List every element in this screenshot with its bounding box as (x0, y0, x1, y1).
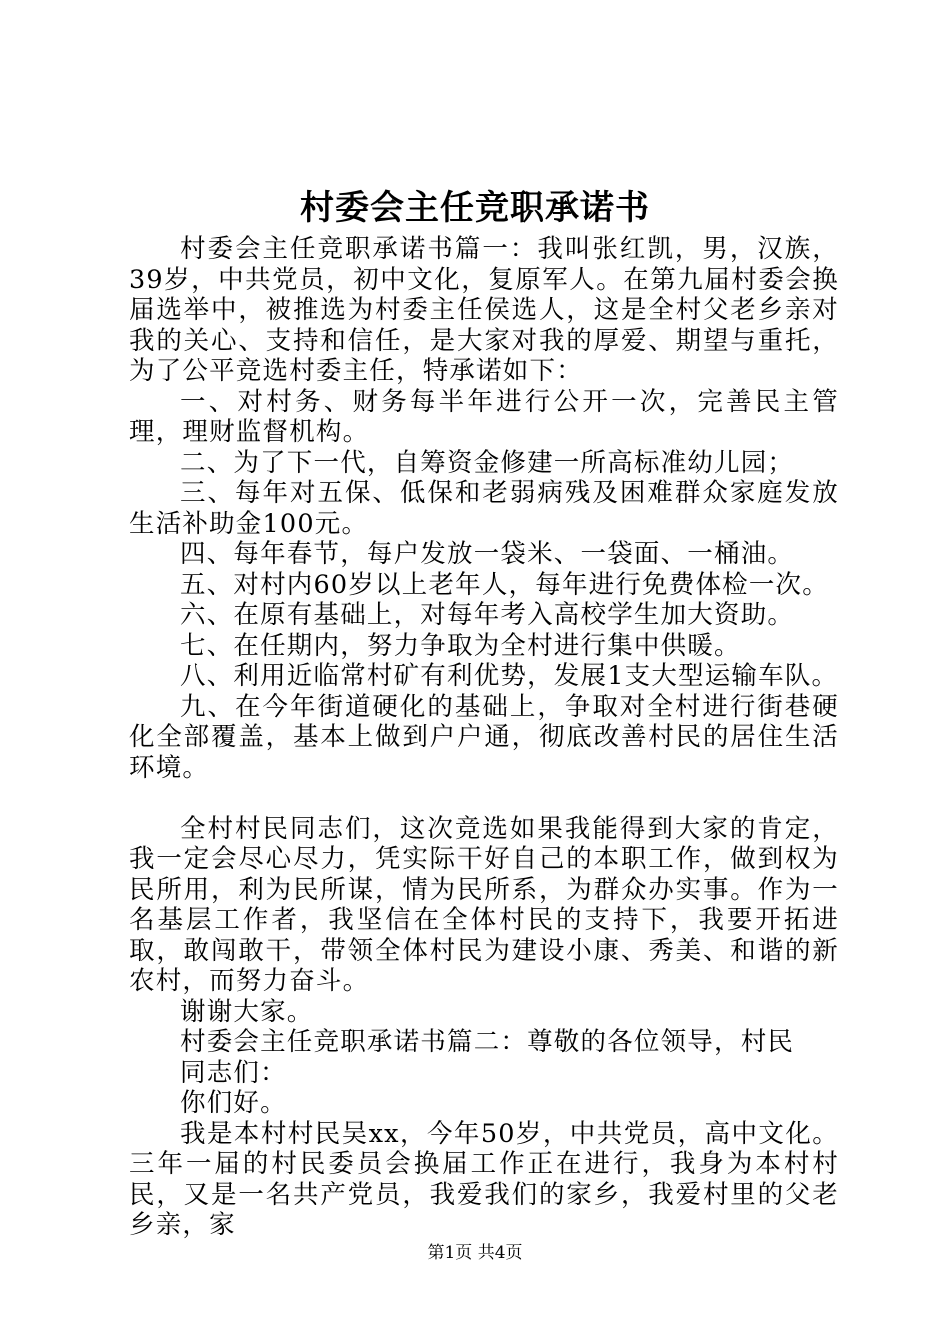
paragraph-spacer (129, 783, 839, 814)
paragraph-part-two-heading: 村委会主任竞职承诺书篇二：尊敬的各位领导，村民 (180, 1027, 795, 1057)
paragraph-item-4: 四、每年春节，每户发放一袋米、一袋面、一桶油。 (180, 539, 795, 569)
paragraph-item-9: 九、在今年街道硬化的基础上，争取对全村进行街巷硬化全部覆盖，基本上做到户户通，彻底改善村民的居住生活环境。 (129, 691, 839, 783)
paragraph-thanks: 谢谢大家。 (180, 996, 314, 1027)
paragraph-intro: 村委会主任竞职承诺书篇一：我叫张红凯，男，汉族，39岁，中共党员，初中文化，复原军人。在第九届村委会换届选举中，被推选为村委主任侯选人，这是全村父老乡亲对我的关心、支持和信任，是大家对我的厚爱、期望与重托，为了公平竞选村委主任，特承诺如下： (129, 234, 839, 386)
paragraph-item-3: 三、每年对五保、低保和老弱病残及困难群众家庭发放生活补助金100元。 (129, 478, 839, 539)
paragraph-item-6: 六、在原有基础上，对每年考入高校学生加大资助。 (180, 600, 795, 630)
document-body (129, 234, 839, 1241)
paragraph-item-7: 七、在任期内，努力争取为全村进行集中供暖。 (180, 630, 741, 661)
paragraph-salutation: 同志们： (180, 1057, 287, 1088)
paragraph-closing: 全村村民同志们，这次竞选如果我能得到大家的肯定，我一定会尽心尽力，凭实际干好自己的本职工作，做到权为民所用，利为民所谋，情为民所系，为群众办实事。作为一名基层工作者，我坚信在全体村民的支持下，我要开拓进取，敢闯敢干，带领全体村民为建设小康、秀美、和谐的新农村，而努力奋斗。 (129, 813, 839, 996)
paragraph-item-1: 一、对村务、财务每半年进行公开一次，完善民主管理，理财监督机构。 (129, 386, 839, 447)
paragraph-item-2: 二、为了下一代，自筹资金修建一所高标准幼儿园； (180, 447, 795, 478)
paragraph-self-intro: 我是本村村民吴xx，今年50岁，中共党员，高中文化。三年一届的村民委员会换届工作正在进行，我身为本村村民，又是一名共产党员，我爱我们的家乡，我爱村里的父老乡亲，家 (129, 1118, 839, 1240)
document-title: 村委会主任竞职承诺书 (300, 188, 650, 228)
paragraph-item-5: 五、对村内60岁以上老年人，每年进行免费体检一次。 (180, 569, 829, 600)
paragraph-item-8: 八、利用近临常村矿有利优势，发展1支大型运输车队。 (180, 661, 839, 691)
paragraph-greeting: 你们好。 (180, 1088, 287, 1118)
page-footer: 第1页 共4页 (427, 1243, 523, 1263)
